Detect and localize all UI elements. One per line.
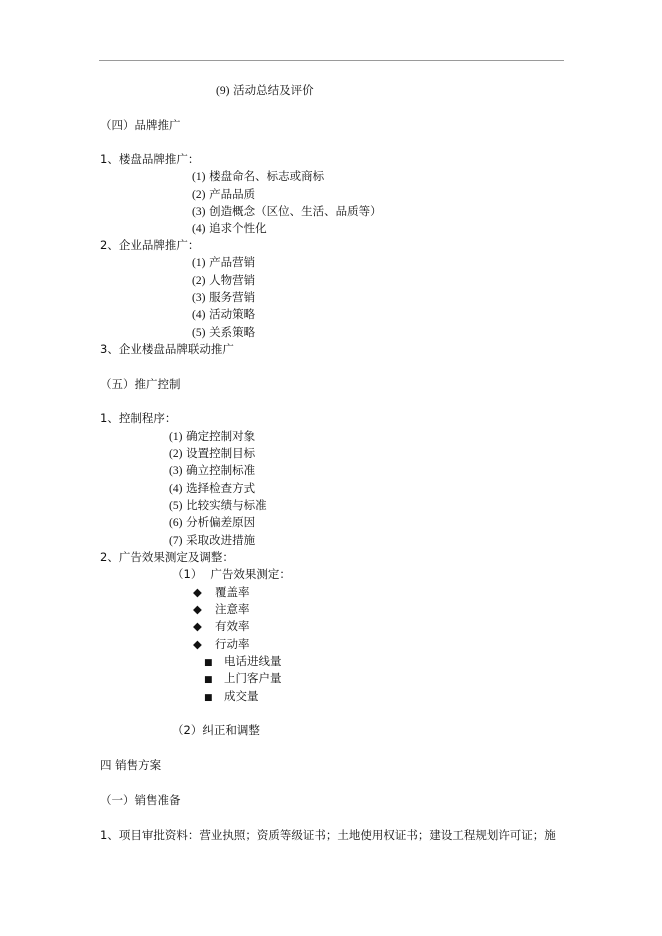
square-bullet-icon: ■ <box>204 658 213 668</box>
list-item: (4) 追求个性化 <box>192 221 267 235</box>
list-item: (5) 关系策略 <box>192 325 256 339</box>
diamond-bullet-icon: ◆ <box>193 602 202 616</box>
list-item: (7) 采取改进措施 <box>169 533 256 547</box>
list-item: (4) 选择检查方式 <box>169 481 256 495</box>
list-item: ◆ 行动率 <box>193 637 250 651</box>
list-item: (1) 楼盘命名、标志或商标 <box>192 169 325 183</box>
control-item-2: 2、广告效果测定及调整： <box>100 550 234 564</box>
header-rule <box>99 60 564 61</box>
diamond-bullet-icon: ◆ <box>193 637 202 651</box>
diamond-bullet-icon: ◆ <box>193 619 202 633</box>
brand-item-2: 2、企业品牌推广： <box>100 238 200 252</box>
brand-item-1: 1、楼盘品牌推广： <box>100 152 200 166</box>
list-item: (3) 服务营销 <box>192 290 256 304</box>
list-item: (1) 产品营销 <box>192 255 256 269</box>
control-item-1: 1、控制程序： <box>100 411 177 425</box>
approval-docs-line: 1、项目审批资料：营业执照；资质等级证书；土地使用权证书；建设工程规划许可证；施 <box>100 828 556 842</box>
list-item: ■ 成交量 <box>204 688 259 706</box>
ad-effect-sub-1: （1） 广告效果测定： <box>172 567 291 581</box>
list-item: (3) 创造概念（区位、生活、品质等） <box>192 204 382 218</box>
section-5-heading: （五）推广控制 <box>100 377 181 391</box>
list-item: ■ 电话进线量 <box>204 653 282 671</box>
list-item: ◆ 覆盖率 <box>193 585 250 599</box>
list-item: ◆ 有效率 <box>193 619 250 633</box>
list-item: (2) 产品品质 <box>192 187 256 201</box>
list-item: (3) 确立控制标准 <box>169 463 256 477</box>
list-item: (1) 确定控制对象 <box>169 429 256 443</box>
list-item: (5) 比较实绩与标准 <box>169 498 267 512</box>
list-item: ◆ 注意率 <box>193 602 250 616</box>
part-4-heading: 四 销售方案 <box>100 758 162 772</box>
list-item: ■ 上门客户量 <box>204 670 282 688</box>
list-item: (4) 活动策略 <box>192 307 256 321</box>
section-4-heading: （四）品牌推广 <box>100 118 181 132</box>
brand-item-3: 3、企业楼盘品牌联动推广 <box>100 342 234 356</box>
top-item: (9) 活动总结及评价 <box>216 83 314 97</box>
diamond-bullet-icon: ◆ <box>193 585 202 599</box>
list-item: (2) 人物营销 <box>192 273 256 287</box>
list-item: (6) 分析偏差原因 <box>169 515 256 529</box>
list-item: (2) 设置控制目标 <box>169 446 256 460</box>
square-bullet-icon: ■ <box>204 675 213 685</box>
sales-prep-heading: （一）销售准备 <box>100 793 181 807</box>
square-bullet-icon: ■ <box>204 693 213 703</box>
ad-effect-sub-2: （2）纠正和调整 <box>172 723 260 737</box>
